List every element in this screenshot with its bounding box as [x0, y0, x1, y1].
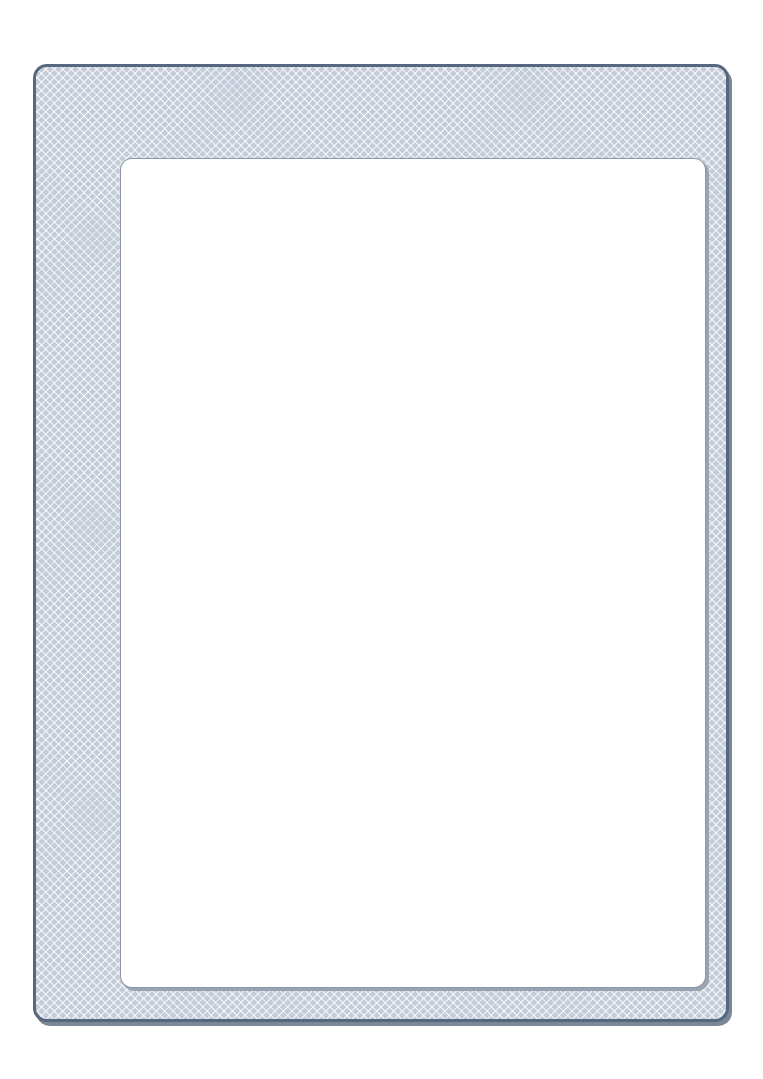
worksheet-title	[105, 74, 720, 154]
exercise-paper	[120, 158, 706, 988]
spiral-binding	[0, 0, 120, 1079]
bottom-star-border	[0, 1014, 763, 1074]
